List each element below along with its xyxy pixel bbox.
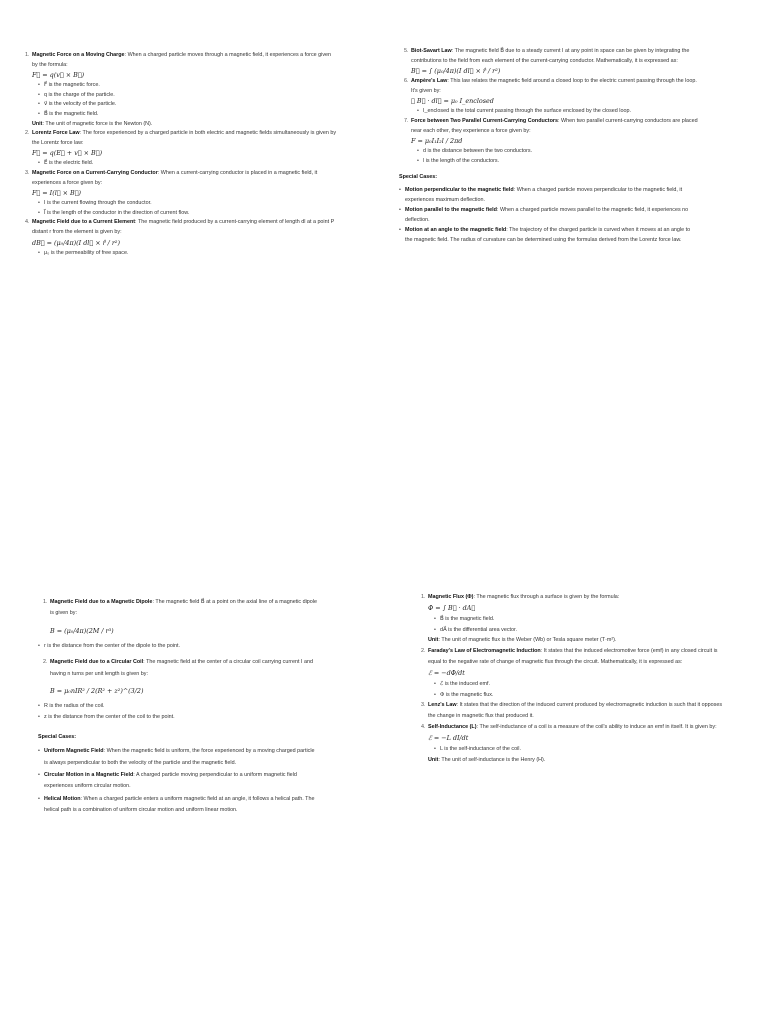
page-bottom-right [416, 592, 724, 765]
bullet: • dA⃗ is the differential area vector. [434, 625, 724, 636]
formula: Φ = ∫ B⃗ · dA⃗ [428, 603, 476, 612]
list-item: 7. Force between Two Parallel Current-Carrying Conductors: When two parallel current-carrying conductors are placed near each other, they experience a force given by: F = μ₀I₁I₂l / 2πd • d is the distance between the two conductors. • l is the length of the conductors. [410, 117, 699, 166]
special-case: • Uniform Magnetic Field: When the magnetic field is uniform, the force experienced by a moving charged particle is always perpendicular to both the velocity of the particle and the magnetic field. [38, 746, 318, 769]
item-title: Self-Inductance (L) [428, 723, 477, 730]
bullet: • B⃗ is the magnetic field. [38, 110, 338, 120]
list-item: 1. Magnetic Flux (Φ): The magnetic flux through a surface is given by the formula: Φ = ∫ B⃗ · dA⃗ • B⃗ is the magnetic field. • dA⃗ is the differential area vector. Unit: The unit of magnetic flux is the Weber (Wb) or Tesla square meter (T·m²). [427, 592, 724, 646]
special-cases-heading: Special Cases: [399, 174, 438, 181]
unit-line: Unit: The unit of magnetic force is the Newton (N). [32, 120, 153, 127]
formula: B = μ₀nIR² / 2(R² + z²)^(3/2) [50, 687, 144, 696]
item-title: Ampère's Law [411, 78, 448, 85]
item-text: The magnetic field B⃗ due to a steady current I at any point in space can be given by integrating the contributions to the field from each element of the current-carrying conductor. Mathematically, it is expressed as: [411, 48, 690, 64]
item-text: It states that the induced electromotive force (emf) in any closed circuit is equal to the negative rate of change of magnetic flux through the circuit. Mathematically, it is expressed as: [428, 648, 718, 665]
bullet: • μ₀ is the permeability of free space. [38, 249, 338, 259]
bullet: • r is the distance from the center of the dipole to the point. [38, 641, 318, 652]
item-text: When a charged particle moves through a magnetic field, it experiences a force given by the formula: [32, 52, 332, 68]
item-text: The magnetic field B⃗ at a point on the axial line of a magnetic dipole is given by: [50, 599, 317, 617]
bullet: • R is the radius of the coil. [38, 701, 318, 712]
formula-list [38, 657, 318, 697]
item-text: The magnetic field produced by a current-carrying element of length dl at a point P distant r from the element is given by: [32, 219, 335, 235]
item-text: It states that the direction of the induced current produced by electromagnetic induction is such that it opposes the change in magnetic flux that produced it. [428, 702, 723, 720]
list-item: 6. Ampère's Law: This law relates the magnetic field around a closed loop to the electric current passing through the loop. It's given by: ∮ B⃗ · dl⃗ = μ₀ I_enclosed • I_enclosed is the total current passing through the surface enclosed by the closed loop. [410, 77, 699, 117]
bullet: • F⃗ is the magnetic force. [38, 81, 338, 91]
list-item: 3. Lenz's Law: It states that the direction of the induced current produced by electromagnetic induction is such that it opposes the change in magnetic flux that produced it. [427, 700, 724, 722]
page-top-left [20, 51, 338, 258]
special-case: • Helical Motion: When a charged particle enters a uniform magnetic field at an angle, it follows a helical path. The helical path is a combination of uniform circular motion and uniform linear motion. [38, 794, 318, 817]
item-text: The self-inductance of a coil is a measure of the coil's ability to induce an emf in itself. It is given by: [479, 723, 717, 730]
bullet: • B⃗ is the magnetic field. [434, 614, 724, 625]
special-case: • Circular Motion in a Magnetic Field: A charged particle moving perpendicular to a uniform magnetic field experiences uniform circular motion. [38, 770, 318, 793]
item-title: Lenz's Law [428, 702, 457, 709]
list-item: 2. Magnetic Field due to a Circular Coil: The magnetic field at the center of a circular coil carrying current I and having n turns per unit length is given by: B = μ₀nIR² / 2(R² + z²)^(3/2) [49, 657, 318, 697]
page-top-right [399, 47, 699, 247]
formula-list [399, 47, 699, 166]
bullet: • L is the self-inductance of the coil. [434, 744, 724, 755]
list-item: 1. Magnetic Field due to a Magnetic Dipole: The magnetic field B⃗ at a point on the axial line of a magnetic dipole is given by: B = (μ₀/4π)(2M / r³) [49, 597, 318, 637]
item-title: Magnetic Field due to a Magnetic Dipole [50, 599, 153, 605]
list-item: 4. Magnetic Field due to a Current Element: The magnetic field produced by a current-carrying element of length dl at a point P distant r from the element is given by: dB⃗ = (μ₀/4π)(I dl⃗ × r̂ / r²) • μ₀ is the permeability of free space. [31, 218, 338, 258]
item-text: The force experienced by a charged particle in both electric and magnetic fields simultaneously is given by the Lorentz force law: [32, 130, 337, 146]
formula: ℰ = −L dI/dt [428, 733, 469, 742]
item-title: Magnetic Force on a Current-Carrying Conductor [32, 169, 158, 176]
item-title: Magnetic Flux (Φ) [428, 594, 474, 600]
special-cases-list [399, 186, 699, 246]
list-item: 4. Self-Inductance (L): The self-inductance of a coil is a measure of the coil's ability to induce an emf in itself. It is given by: ℰ = −L dI/dt • L is the self-inductance of the coil. Unit: The unit of self-inductance is the Henry (H). [427, 722, 724, 765]
item-title: Lorentz Force Law [32, 130, 80, 137]
unit-line: Unit: The unit of magnetic flux is the Weber (Wb) or Tesla square meter (T·m²). [428, 637, 617, 644]
list-item: 2. Lorentz Force Law: The force experienced by a charged particle in both electric and magnetic fields simultaneously is given by the Lorentz force law: F⃗ = q(E⃗ + v⃗ × B⃗) • E⃗ is the electric field. [31, 129, 338, 169]
formula-list [20, 51, 338, 258]
formula: F⃗ = q(v⃗ × B⃗) [32, 71, 85, 80]
item-title: Force between Two Parallel Current-Carrying Conductors [411, 117, 558, 124]
bullet: • v⃗ is the velocity of the particle. [38, 100, 338, 110]
bullet: • E⃗ is the electric field. [38, 159, 338, 169]
list-item: 3. Magnetic Force on a Current-Carrying Conductor: When a current-carrying conductor is placed in a magnetic field, it experiences a force given by: F⃗ = I(l⃗ × B⃗) • I is the current flowing through the conductor. • l⃗ is the length of the conductor in the direction of current flow. [31, 169, 338, 218]
unit-line: Unit: The unit of self-inductance is the Henry (H). [428, 756, 546, 763]
formula: ∮ B⃗ · dl⃗ = μ₀ I_enclosed [411, 97, 494, 106]
special-case: • Motion parallel to the magnetic field: When a charged particle moves parallel to the magnetic field, it experiences no deflection. [399, 206, 699, 225]
bullet: • q is the charge of the particle. [38, 91, 338, 101]
formula-list [38, 597, 318, 637]
item-text: The magnetic flux through a surface is given by the formula: [476, 594, 620, 600]
item-title: Magnetic Field due to a Current Element [32, 219, 136, 226]
formula: B⃗ = ∫ (μ₀/4π)(I dl⃗ × r̂ / r²) [411, 67, 501, 76]
list-item: 2. Faraday's Law of Electromagnetic Induction: It states that the induced electromotive force (emf) in any closed circuit is equal to the negative rate of change of magnetic flux through the circuit. Mathematically, it is expressed as: ℰ = −dΦ/dt • ℰ is the induced emf. • Φ is the magnetic flux. [427, 646, 724, 700]
item-title: Biot-Savart Law [411, 48, 452, 54]
formula: F⃗ = I(l⃗ × B⃗) [32, 189, 82, 198]
page-bottom-left [38, 597, 318, 818]
formula: F = μ₀I₁I₂l / 2πd [411, 137, 463, 146]
formula: dB⃗ = (μ₀/4π)(I dl⃗ × r̂ / r²) [32, 238, 120, 247]
item-text: The magnetic field at the center of a circular coil carrying current I and having n turns per unit length is given by: [50, 659, 313, 677]
item-title: Faraday's Law of Electromagnetic Induction [428, 648, 541, 655]
special-case: • Motion perpendicular to the magnetic field: When a charged particle moves perpendicular to the magnetic field, it experiences maximum deflection. [399, 186, 699, 205]
bullet: • l⃗ is the length of the conductor in the direction of current flow. [38, 209, 338, 219]
bullet: • ℰ is the induced emf. [434, 679, 724, 690]
formula: F⃗ = q(E⃗ + v⃗ × B⃗) [32, 149, 103, 158]
formula-list [416, 592, 724, 765]
item-text: This law relates the magnetic field around a closed loop to the electric current passing through the loop. It's given by: [411, 78, 697, 94]
bullet: • l is the length of the conductors. [417, 157, 699, 167]
bullet: • z is the distance from the center of the coil to the point. [38, 712, 318, 723]
list-item: 1. Magnetic Force on a Moving Charge: When a charged particle moves through a magnetic field, it experiences a force given by the formula: F⃗ = q(v⃗ × B⃗) • F⃗ is the magnetic force. • q is the charge of the particle. • v⃗ is the velocity of the particle. • B⃗ is the magnetic field. Unit: The unit of magnetic force is the Newton (N). [31, 51, 338, 129]
formula: ℰ = −dΦ/dt [428, 668, 465, 677]
bullet: • I is the current flowing through the conductor. [38, 199, 338, 209]
list-item: 5. Biot-Savart Law: The magnetic field B⃗ due to a steady current I at any point in space can be given by integrating the contributions to the field from each element of the current-carrying conductor. Mathematically, it is expressed as: B⃗ = ∫ (μ₀/4π)(I dl⃗ × r̂ / r²) [410, 47, 699, 77]
formula: B = (μ₀/4π)(2M / r³) [50, 626, 114, 635]
item-title: Magnetic Force on a Moving Charge [32, 52, 125, 58]
item-text: When a current-carrying conductor is placed in a magnetic field, it experiences a force given by: [32, 169, 318, 186]
item-title: Magnetic Field due to a Circular Coil [50, 659, 144, 666]
bullet: • I_enclosed is the total current passing through the surface enclosed by the closed loop. [417, 107, 699, 117]
bullet: • Φ is the magnetic flux. [434, 690, 724, 701]
special-case: • Motion at an angle to the magnetic field: The trajectory of the charged particle is curved when it moves at an angle to the magnetic field. The radius of curvature can be determined using the formulas derived from the Lorentz force law. [399, 226, 699, 245]
special-cases-list [38, 746, 318, 816]
item-text: When two parallel current-carrying conductors are placed near each other, they experience a force given by: [411, 117, 698, 134]
special-cases-heading: Special Cases: [38, 733, 77, 740]
bullet: • d is the distance between the two conductors. [417, 147, 699, 157]
